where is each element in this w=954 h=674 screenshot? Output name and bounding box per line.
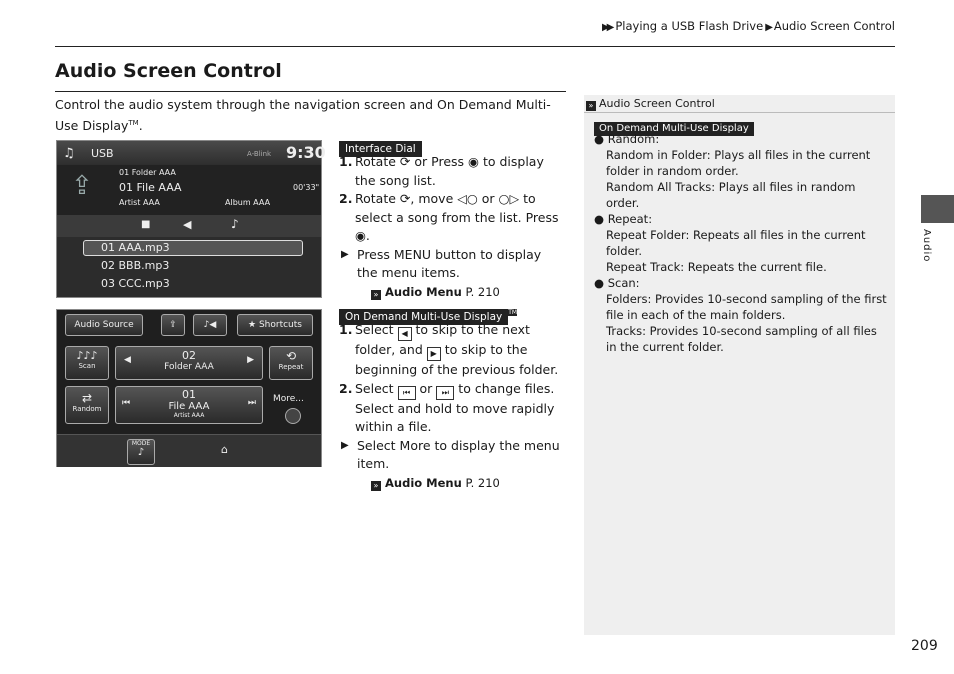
press-dial-icon: ◉ (355, 228, 366, 243)
double-arrow-icon: ▶▶ (601, 22, 612, 33)
song-list (57, 237, 321, 297)
intro-text: Control the audio system through the navigation screen and On Demand Multi-Use Display™. (55, 97, 551, 134)
track-info (57, 165, 321, 215)
browse-tabs (57, 215, 321, 237)
press-dial-icon: ◉ (468, 154, 479, 169)
file-control (115, 386, 263, 424)
step-1: 1. Rotate ⟳ or Press ◉ to display the song list. (339, 154, 544, 188)
interface-dial-steps (339, 153, 565, 301)
odmd-tag: On Demand Multi-Use Display ™ (339, 305, 517, 325)
list-item[interactable]: 02 BBB.mp3 (101, 259, 170, 272)
reference-link[interactable]: » Audio Menu P. 210 (339, 283, 565, 302)
navigation-screen-image (56, 140, 326, 298)
note-icon: » (586, 101, 596, 111)
list-item[interactable]: 01 AAA.mp3 (101, 241, 170, 254)
breadcrumb-item[interactable]: Audio Screen Control (773, 19, 895, 33)
usb-icon[interactable]: ⇪ (161, 314, 185, 336)
elapsed-time: 00'33" (293, 183, 320, 192)
page-title: Audio Screen Control (55, 60, 282, 82)
usb-icon: ⇪ (71, 171, 93, 201)
divider (55, 91, 566, 92)
more-hint: ▶ Select More to display the menu item. (341, 437, 560, 471)
bullet-random: ● Random: (594, 132, 660, 146)
file-name: 01 File AAA (119, 181, 182, 194)
folder-number: 02 (182, 349, 196, 362)
list-item: Random All Tracks: Plays all files in random order. (606, 180, 856, 210)
clock: 9:30 (286, 143, 326, 162)
list-item: Repeat Track: Repeats the current file. (606, 260, 827, 274)
skip-forward-icon[interactable]: ⏭ (247, 398, 256, 408)
list-item: Repeat Folder: Repeats all files in the current folder. (606, 228, 866, 258)
prev-track-box-icon: ⏮ (398, 386, 416, 400)
folder-icon[interactable]: ■ (141, 219, 151, 230)
bottom-bar (57, 434, 321, 467)
step-1: 1. Select ◀ to skip to the next folder, and ▶ to skip to the beginning of the previous folder. (339, 322, 559, 377)
album-name: Album AAA (225, 198, 271, 207)
section-tab[interactable] (921, 195, 954, 223)
mode-button[interactable]: MODE ♪ (127, 439, 155, 465)
music-note-icon: ♫ (63, 146, 75, 161)
divider (55, 46, 895, 47)
artist-name: Artist AAA (119, 198, 160, 207)
odmd-screen-image (56, 309, 322, 467)
list-item: Random in Folder: Plays all files in the current folder in random order. (606, 148, 871, 178)
sidebar-note (584, 95, 895, 635)
step-2: 2. Select ⏮ or ⏭ to change files. Select and hold to move rapidly within a file. (339, 380, 555, 434)
move-right-icon: ○▷ (498, 191, 520, 206)
arrow-left-icon[interactable]: ◀ (183, 218, 192, 231)
list-item[interactable]: 03 CCC.mp3 (101, 277, 170, 290)
page-number: 209 (911, 638, 938, 654)
skip-back-icon[interactable]: ⏮ (122, 398, 131, 408)
file-name: File AAA (168, 401, 210, 412)
reference-icon: » (371, 290, 381, 300)
menu-hint: ▶ Press MENU button to display the menu items. (341, 246, 542, 280)
sidebar-body (594, 131, 889, 355)
shortcuts-button[interactable]: ★ Shortcuts (237, 314, 313, 336)
prev-folder-icon[interactable]: ◀ (124, 355, 131, 365)
status-text: A-Blink (247, 150, 272, 158)
list-item: Tracks: Provides 10-second sampling of all files in the current folder. (606, 324, 877, 354)
skip-forward-box-icon: ▶ (427, 347, 441, 361)
status-bar (57, 141, 326, 165)
breadcrumb (602, 19, 895, 33)
random-button[interactable]: ⇄ Random (65, 386, 109, 424)
folder-name: 01 Folder AAA (119, 168, 176, 177)
interface-dial-tag: Interface Dial (339, 137, 422, 157)
next-track-box-icon: ⏭ (436, 386, 454, 400)
folder-control (115, 346, 263, 380)
car-icon[interactable]: ⌂ (221, 443, 228, 456)
rotate-dial-icon: ⟳ (399, 191, 411, 206)
music-settings-icon[interactable]: ♪◀ (193, 314, 227, 336)
more-knob-icon[interactable] (285, 408, 301, 424)
skip-back-box-icon: ◀ (398, 327, 412, 341)
bullet-repeat: ● Repeat: (594, 212, 653, 226)
breadcrumb-item[interactable]: Playing a USB Flash Drive (615, 19, 764, 33)
source-label: USB (91, 147, 114, 160)
repeat-button[interactable]: ⟲ Repeat (269, 346, 313, 380)
music-note-icon[interactable]: ♪ (231, 217, 239, 231)
step-2: 2. Rotate ⟳, move ◁○ or ○▷ to select a song from the list. Press ◉. (339, 191, 559, 243)
folder-name: Folder AAA (164, 362, 214, 372)
rotate-dial-icon: ⟳ (399, 154, 411, 169)
sidebar-heading: » Audio Screen Control (584, 95, 895, 113)
move-left-icon: ◁○ (457, 191, 478, 206)
odmd-steps (339, 321, 565, 492)
artist-name: Artist AAA (173, 412, 205, 419)
arrow-icon: ▶ (765, 22, 770, 33)
bullet-scan: ● Scan: (594, 276, 640, 290)
audio-source-button[interactable]: Audio Source (65, 314, 143, 336)
scan-button[interactable]: ♪♪♪ Scan (65, 346, 109, 380)
file-number: 01 (182, 388, 196, 401)
sidebar-tag: On Demand Multi-Use Display (594, 116, 754, 136)
section-tab-label: Audio (921, 229, 932, 263)
reference-icon: » (371, 481, 381, 491)
more-button[interactable]: More... (273, 394, 304, 404)
reference-link[interactable]: » Audio Menu P. 210 (339, 474, 565, 493)
list-item: Folders: Provides 10-second sampling of the first file in each of the main folders. (606, 292, 887, 322)
next-folder-icon[interactable]: ▶ (247, 355, 254, 365)
